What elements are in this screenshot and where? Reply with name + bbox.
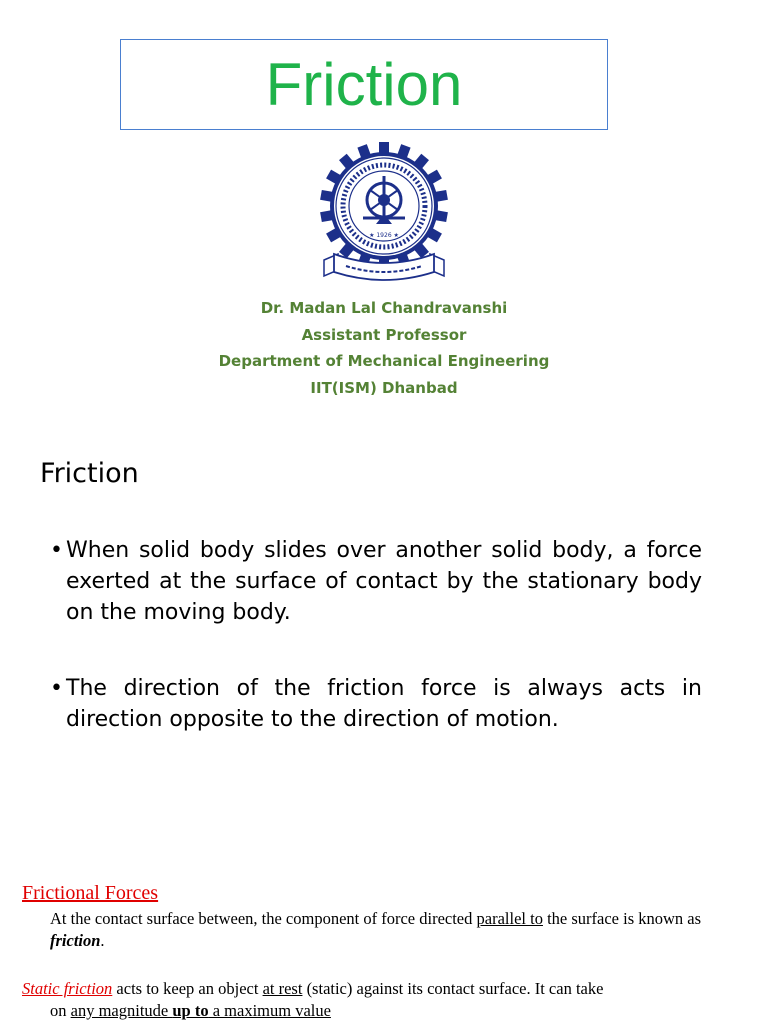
author-position: Assistant Professor (301, 325, 467, 344)
static-friction-paragraph: Static friction acts to keep an object at rest (static) against its contact surface. It can take on any magnitude up to a maximum value (22, 979, 604, 1020)
iit-ism-emblem-icon (318, 142, 450, 290)
slide-heading: Friction (40, 458, 139, 489)
title-box (120, 39, 608, 130)
friction-definition-paragraph: At the contact surface between, the component of force directed parallel to the surface is known as friction. (50, 909, 702, 950)
author-department: Department of Mechanical Engineering (218, 352, 550, 370)
underlined-term: at rest (262, 979, 303, 998)
author-block (0, 295, 768, 401)
bullet-text: The direction of the friction force is always acts in direction opposite to the direction of motion. (66, 676, 702, 732)
static-friction-term: Static friction (22, 979, 113, 998)
frictional-forces-slide (0, 860, 768, 1024)
bullet-item (50, 535, 702, 628)
underlined-term: any magnitude (70, 1001, 173, 1020)
bullet-item (50, 673, 702, 735)
bold-underlined-term: up to (172, 1001, 209, 1020)
svg-text:★ 1926 ★: ★ 1926 ★ (369, 232, 399, 239)
bullet-list (50, 535, 702, 780)
slide-title: Friction (265, 50, 463, 118)
underlined-term: a maximum value (208, 1001, 331, 1020)
bullet-glyph: • (50, 538, 63, 563)
emphasized-term: friction (50, 931, 101, 950)
friction-definition-slide (0, 420, 768, 860)
bullet-glyph: • (50, 676, 63, 701)
bullet-text: When solid body slides over another solid body, a force exerted at the surface of contact by the stationary body on the moving body. (66, 538, 702, 625)
title-slide (0, 0, 768, 420)
section-heading: Frictional Forces (22, 882, 159, 904)
author-name: Dr. Madan Lal Chandravanshi (260, 299, 508, 317)
author-institute: IIT(ISM) Dhanbad (310, 378, 458, 397)
underlined-term: parallel to (476, 909, 543, 928)
